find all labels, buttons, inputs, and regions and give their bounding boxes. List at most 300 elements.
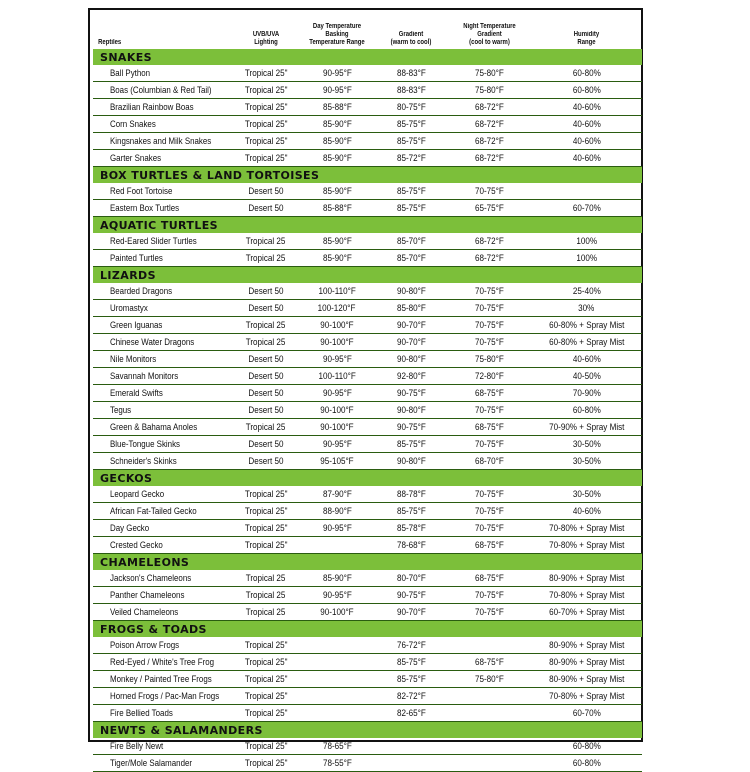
species-name-text: Green & Bahama Anoles — [110, 422, 198, 432]
lighting-text: Tropical 25" — [244, 691, 288, 701]
day-temp-cell — [300, 233, 374, 250]
lighting-cell — [232, 385, 300, 402]
lighting-text: Desert 50 — [248, 456, 284, 466]
day-temp-text: 78-65°F — [322, 741, 352, 751]
day-temp-cell — [300, 570, 374, 587]
night-temp-cell — [448, 150, 531, 167]
table-row — [93, 705, 642, 722]
day-temp-cell — [300, 334, 374, 351]
gradient-cell — [374, 486, 448, 503]
night-temp-text: 70-75°F — [475, 439, 504, 449]
gradient-text: 90-80°F — [396, 354, 426, 364]
night-temp-cell — [448, 82, 531, 99]
day-temp-cell — [300, 200, 374, 217]
species-name-cell — [93, 233, 232, 250]
humidity-text: 60-80% — [572, 68, 601, 78]
species-name-cell — [93, 402, 232, 419]
species-name-cell — [93, 351, 232, 368]
lighting-cell — [232, 402, 300, 419]
day-temp-text: 100-110°F — [318, 286, 356, 296]
humidity-cell — [531, 587, 642, 604]
lighting-cell — [232, 183, 300, 200]
humidity-text: 80-90% + Spray Mist — [548, 674, 625, 684]
humidity-text: 70-80% + Spray Mist — [548, 540, 625, 550]
humidity-text: 100% — [576, 253, 597, 263]
humidity-text: 40-60% — [572, 354, 601, 364]
humidity-cell — [531, 351, 642, 368]
day-temp-text: 85-88°F — [322, 203, 352, 213]
species-name-cell — [93, 637, 232, 654]
species-name-cell — [93, 250, 232, 267]
lighting-text: Tropical 25" — [244, 640, 288, 650]
night-temp-cell — [448, 570, 531, 587]
species-name-cell — [93, 283, 232, 300]
humidity-cell — [531, 755, 642, 772]
species-name-text: Garter Snakes — [110, 153, 162, 163]
night-temp-text: 68-75°F — [475, 422, 504, 432]
header-gradient: Gradient (warm to cool) — [390, 31, 432, 46]
gradient-text: 85-75°F — [396, 203, 426, 213]
table-row — [93, 688, 642, 705]
day-temp-cell — [300, 133, 374, 150]
night-temp-text: 65-75°F — [475, 203, 504, 213]
gradient-cell — [374, 150, 448, 167]
night-temp-cell — [448, 402, 531, 419]
night-temp-cell — [448, 283, 531, 300]
day-temp-cell — [300, 351, 374, 368]
category-row — [93, 470, 642, 487]
night-temp-text: 70-75°F — [475, 337, 504, 347]
gradient-text: 90-80°F — [396, 456, 426, 466]
lighting-text: Tropical 25 — [246, 573, 286, 583]
day-temp-cell — [300, 537, 374, 554]
humidity-cell — [531, 453, 642, 470]
night-temp-text: 70-75°F — [475, 590, 504, 600]
lighting-text: Desert 50 — [248, 286, 284, 296]
night-temp-text: 68-72°F — [475, 236, 504, 246]
species-name-cell — [93, 503, 232, 520]
humidity-cell — [531, 200, 642, 217]
night-temp-cell — [448, 133, 531, 150]
day-temp-cell — [300, 453, 374, 470]
day-temp-text: 90-95°F — [322, 68, 352, 78]
gradient-text: 82-72°F — [396, 691, 426, 701]
humidity-cell — [531, 503, 642, 520]
humidity-cell — [531, 183, 642, 200]
species-name-text: Eastern Box Turtles — [110, 203, 180, 213]
lighting-cell — [232, 334, 300, 351]
gradient-cell — [374, 419, 448, 436]
humidity-text: 40-50% — [572, 371, 601, 381]
night-temp-cell — [448, 116, 531, 133]
gradient-cell — [374, 183, 448, 200]
night-temp-text: 70-75°F — [475, 303, 504, 313]
humidity-text: 70-80% + Spray Mist — [548, 691, 625, 701]
night-temp-cell — [448, 587, 531, 604]
lighting-cell — [232, 637, 300, 654]
humidity-cell — [531, 604, 642, 621]
humidity-cell — [531, 300, 642, 317]
night-temp-text: 68-72°F — [475, 136, 504, 146]
species-name-text: Green Iguanas — [110, 320, 163, 330]
species-name-text: Red-Eyed / White's Tree Frog — [110, 657, 215, 667]
humidity-text: 30-50% — [572, 439, 601, 449]
lighting-cell — [232, 300, 300, 317]
day-temp-text: 100-110°F — [318, 371, 356, 381]
night-temp-cell — [448, 436, 531, 453]
lighting-cell — [232, 654, 300, 671]
day-temp-text: 90-95°F — [322, 85, 352, 95]
night-temp-text: 70-75°F — [475, 523, 504, 533]
day-temp-cell — [300, 385, 374, 402]
night-temp-text: 70-75°F — [475, 607, 504, 617]
table-row — [93, 520, 642, 537]
night-temp-text: 68-70°F — [475, 456, 504, 466]
day-temp-cell — [300, 419, 374, 436]
night-temp-cell — [448, 520, 531, 537]
night-temp-cell — [448, 604, 531, 621]
lighting-text: Desert 50 — [248, 354, 284, 364]
gradient-cell — [374, 368, 448, 385]
humidity-cell — [531, 738, 642, 755]
gradient-cell — [374, 604, 448, 621]
humidity-text: 25-40% — [572, 286, 601, 296]
night-temp-cell — [448, 99, 531, 116]
lighting-cell — [232, 436, 300, 453]
lighting-cell — [232, 250, 300, 267]
species-name-text: African Fat-Tailed Gecko — [110, 506, 197, 516]
humidity-text: 60-80% — [572, 405, 601, 415]
day-temp-cell — [300, 82, 374, 99]
table-row — [93, 503, 642, 520]
gradient-cell — [374, 520, 448, 537]
night-temp-cell — [448, 65, 531, 82]
lighting-text: Tropical 25" — [244, 85, 288, 95]
day-temp-cell — [300, 705, 374, 722]
humidity-cell — [531, 402, 642, 419]
day-temp-text: 85-90°F — [322, 153, 352, 163]
lighting-text: Tropical 25 — [246, 337, 286, 347]
table-row — [93, 150, 642, 167]
humidity-text: 70-90% — [572, 388, 601, 398]
lighting-cell — [232, 351, 300, 368]
humidity-cell — [531, 99, 642, 116]
lighting-cell — [232, 317, 300, 334]
gradient-cell — [374, 402, 448, 419]
species-name-text: Fire Bellied Toads — [110, 708, 173, 718]
day-temp-text: 85-88°F — [322, 102, 352, 112]
lighting-cell — [232, 65, 300, 82]
night-temp-text: 70-75°F — [475, 489, 504, 499]
species-name-text: Ball Python — [110, 68, 151, 78]
table-row — [93, 671, 642, 688]
species-name-text: Chinese Water Dragons — [110, 337, 195, 347]
species-name-text: Leopard Gecko — [110, 489, 165, 499]
gradient-cell — [374, 385, 448, 402]
humidity-text: 80-90% + Spray Mist — [548, 657, 625, 667]
gradient-cell — [374, 738, 448, 755]
gradient-cell — [374, 334, 448, 351]
gradient-text: 85-70°F — [396, 253, 426, 263]
species-name-text: Monkey / Painted Tree Frogs — [110, 674, 212, 684]
gradient-text: 88-83°F — [396, 85, 426, 95]
lighting-text: Desert 50 — [248, 388, 284, 398]
gradient-cell — [374, 654, 448, 671]
night-temp-cell — [448, 368, 531, 385]
lighting-cell — [232, 537, 300, 554]
gradient-text: 82-65°F — [396, 708, 426, 718]
category-row — [93, 267, 642, 284]
species-name-cell — [93, 705, 232, 722]
species-name-cell — [93, 436, 232, 453]
lighting-cell — [232, 486, 300, 503]
lighting-text: Tropical 25" — [244, 489, 288, 499]
lighting-text: Tropical 25" — [244, 741, 288, 751]
gradient-text: 85-78°F — [396, 523, 426, 533]
lighting-text: Tropical 25" — [244, 119, 288, 129]
lighting-text: Tropical 25 — [246, 590, 286, 600]
gradient-text: 90-80°F — [396, 405, 426, 415]
gradient-cell — [374, 250, 448, 267]
humidity-cell — [531, 283, 642, 300]
humidity-text: 60-70% — [572, 708, 601, 718]
category-row — [93, 167, 642, 184]
day-temp-text: 90-100°F — [320, 422, 354, 432]
species-name-text: Panther Chameleons — [110, 590, 185, 600]
gradient-cell — [374, 317, 448, 334]
category-title: BOX TURTLES & LAND TORTOISES — [93, 167, 642, 184]
lighting-text: Tropical 25 — [246, 320, 286, 330]
night-temp-cell — [448, 688, 531, 705]
day-temp-cell — [300, 688, 374, 705]
category-row — [93, 217, 642, 234]
night-temp-cell — [448, 233, 531, 250]
humidity-cell — [531, 133, 642, 150]
category-row — [93, 621, 642, 638]
night-temp-text: 68-75°F — [475, 540, 504, 550]
gradient-cell — [374, 99, 448, 116]
night-temp-cell — [448, 637, 531, 654]
humidity-text: 40-60% — [572, 136, 601, 146]
header-night-temperature: Night Temperature Gradient (cool to warm) — [463, 23, 516, 46]
table-row — [93, 133, 642, 150]
species-name-cell — [93, 334, 232, 351]
humidity-text: 60-70% + Spray Mist — [548, 607, 625, 617]
night-temp-cell — [448, 419, 531, 436]
table-row — [93, 368, 642, 385]
day-temp-text: 85-90°F — [322, 119, 352, 129]
lighting-text: Tropical 25" — [244, 153, 288, 163]
humidity-cell — [531, 486, 642, 503]
table-row — [93, 317, 642, 334]
day-temp-text: 90-95°F — [322, 523, 352, 533]
gradient-text: 85-72°F — [396, 153, 426, 163]
category-title: NEWTS & SALAMANDERS — [93, 722, 642, 739]
day-temp-cell — [300, 738, 374, 755]
table-row — [93, 385, 642, 402]
table-row — [93, 283, 642, 300]
lighting-cell — [232, 503, 300, 520]
lighting-text: Desert 50 — [248, 303, 284, 313]
night-temp-text: 72-80°F — [475, 371, 504, 381]
humidity-cell — [531, 671, 642, 688]
humidity-cell — [531, 116, 642, 133]
category-title: GECKOS — [93, 470, 642, 487]
care-chart — [88, 8, 643, 768]
day-temp-text: 85-90°F — [322, 573, 352, 583]
night-temp-cell — [448, 200, 531, 217]
day-temp-cell — [300, 183, 374, 200]
gradient-text: 90-75°F — [396, 422, 426, 432]
species-name-text: Red-Eared Slider Turtles — [110, 236, 197, 246]
humidity-text: 80-90% + Spray Mist — [548, 573, 625, 583]
category-title: FROGS & TOADS — [93, 621, 642, 638]
humidity-cell — [531, 419, 642, 436]
species-name-text: Jackson's Chameleons — [110, 573, 192, 583]
lighting-cell — [232, 570, 300, 587]
species-name-cell — [93, 300, 232, 317]
gradient-cell — [374, 755, 448, 772]
lighting-text: Tropical 25 — [246, 253, 286, 263]
night-temp-text: 68-72°F — [475, 119, 504, 129]
species-name-cell — [93, 604, 232, 621]
day-temp-text: 85-90°F — [322, 253, 352, 263]
gradient-text: 85-80°F — [396, 303, 426, 313]
gradient-text: 90-70°F — [396, 320, 426, 330]
day-temp-text: 78-55°F — [322, 758, 352, 768]
species-name-cell — [93, 688, 232, 705]
gradient-text: 88-78°F — [396, 489, 426, 499]
gradient-cell — [374, 705, 448, 722]
species-name-cell — [93, 486, 232, 503]
table-body — [93, 49, 642, 772]
species-name-text: Horned Frogs / Pac-Man Frogs — [110, 691, 220, 701]
table-row — [93, 486, 642, 503]
gradient-text: 76-72°F — [396, 640, 426, 650]
table-row — [93, 738, 642, 755]
species-name-text: Tiger/Mole Salamander — [110, 758, 193, 768]
gradient-text: 92-80°F — [396, 371, 426, 381]
night-temp-cell — [448, 537, 531, 554]
day-temp-text: 88-90°F — [322, 506, 352, 516]
species-name-text: Brazilian Rainbow Boas — [110, 102, 194, 112]
gradient-text: 90-70°F — [396, 607, 426, 617]
humidity-text: 40-60% — [572, 102, 601, 112]
species-name-cell — [93, 317, 232, 334]
lighting-text: Tropical 25" — [244, 657, 288, 667]
gradient-cell — [374, 688, 448, 705]
gradient-cell — [374, 116, 448, 133]
table-row — [93, 183, 642, 200]
humidity-cell — [531, 233, 642, 250]
species-name-cell — [93, 65, 232, 82]
day-temp-cell — [300, 368, 374, 385]
table-row — [93, 637, 642, 654]
gradient-text: 85-75°F — [396, 119, 426, 129]
day-temp-cell — [300, 436, 374, 453]
day-temp-cell — [300, 654, 374, 671]
table-row — [93, 453, 642, 470]
night-temp-text: 68-72°F — [475, 102, 504, 112]
lighting-text: Desert 50 — [248, 203, 284, 213]
humidity-cell — [531, 334, 642, 351]
lighting-cell — [232, 738, 300, 755]
lighting-text: Desert 50 — [248, 371, 284, 381]
humidity-cell — [531, 385, 642, 402]
day-temp-text: 90-100°F — [320, 320, 354, 330]
species-name-text: Day Gecko — [110, 523, 150, 533]
humidity-cell — [531, 570, 642, 587]
night-temp-cell — [448, 351, 531, 368]
gradient-text: 80-70°F — [396, 573, 426, 583]
night-temp-cell — [448, 317, 531, 334]
humidity-text: 30% — [578, 303, 595, 313]
humidity-text: 40-60% — [572, 119, 601, 129]
humidity-text: 30-50% — [572, 489, 601, 499]
day-temp-text: 85-90°F — [322, 186, 352, 196]
lighting-text: Tropical 25 — [246, 236, 286, 246]
species-name-cell — [93, 570, 232, 587]
lighting-cell — [232, 82, 300, 99]
reptile-care-table — [93, 14, 642, 772]
header-humidity: Humidity Range — [573, 31, 600, 46]
table-row — [93, 65, 642, 82]
species-name-text: Blue-Tongue Skinks — [110, 439, 181, 449]
species-name-cell — [93, 183, 232, 200]
night-temp-text: 75-80°F — [475, 674, 504, 684]
day-temp-text: 90-95°F — [322, 439, 352, 449]
species-name-text: Boas (Columbian & Red Tail) — [110, 85, 212, 95]
lighting-text: Tropical 25 — [246, 422, 286, 432]
day-temp-cell — [300, 99, 374, 116]
gradient-cell — [374, 133, 448, 150]
table-row — [93, 587, 642, 604]
lighting-cell — [232, 419, 300, 436]
day-temp-cell — [300, 671, 374, 688]
table-row — [93, 99, 642, 116]
gradient-text: 85-75°F — [396, 136, 426, 146]
table-row — [93, 351, 642, 368]
lighting-text: Tropical 25" — [244, 68, 288, 78]
category-row — [93, 554, 642, 571]
day-temp-text: 85-90°F — [322, 236, 352, 246]
species-name-text: Tegus — [110, 405, 132, 415]
gradient-text: 90-80°F — [396, 286, 426, 296]
night-temp-cell — [448, 334, 531, 351]
table-row — [93, 419, 642, 436]
night-temp-text: 68-72°F — [475, 153, 504, 163]
gradient-text: 90-75°F — [396, 590, 426, 600]
night-temp-cell — [448, 755, 531, 772]
gradient-text: 85-75°F — [396, 674, 426, 684]
night-temp-text: 70-75°F — [475, 506, 504, 516]
species-name-text: Crested Gecko — [110, 540, 163, 550]
table-row — [93, 116, 642, 133]
gradient-text: 88-83°F — [396, 68, 426, 78]
humidity-text: 30-50% — [572, 456, 601, 466]
night-temp-cell — [448, 300, 531, 317]
header-lighting: UVB/UVA Lighting — [252, 31, 280, 46]
species-name-cell — [93, 82, 232, 99]
day-temp-text: 90-95°F — [322, 354, 352, 364]
lighting-cell — [232, 150, 300, 167]
species-name-cell — [93, 200, 232, 217]
night-temp-cell — [448, 705, 531, 722]
species-name-text: Red Foot Tortoise — [110, 186, 173, 196]
night-temp-text: 75-80°F — [475, 68, 504, 78]
day-temp-cell — [300, 520, 374, 537]
humidity-text: 60-80% — [572, 758, 601, 768]
